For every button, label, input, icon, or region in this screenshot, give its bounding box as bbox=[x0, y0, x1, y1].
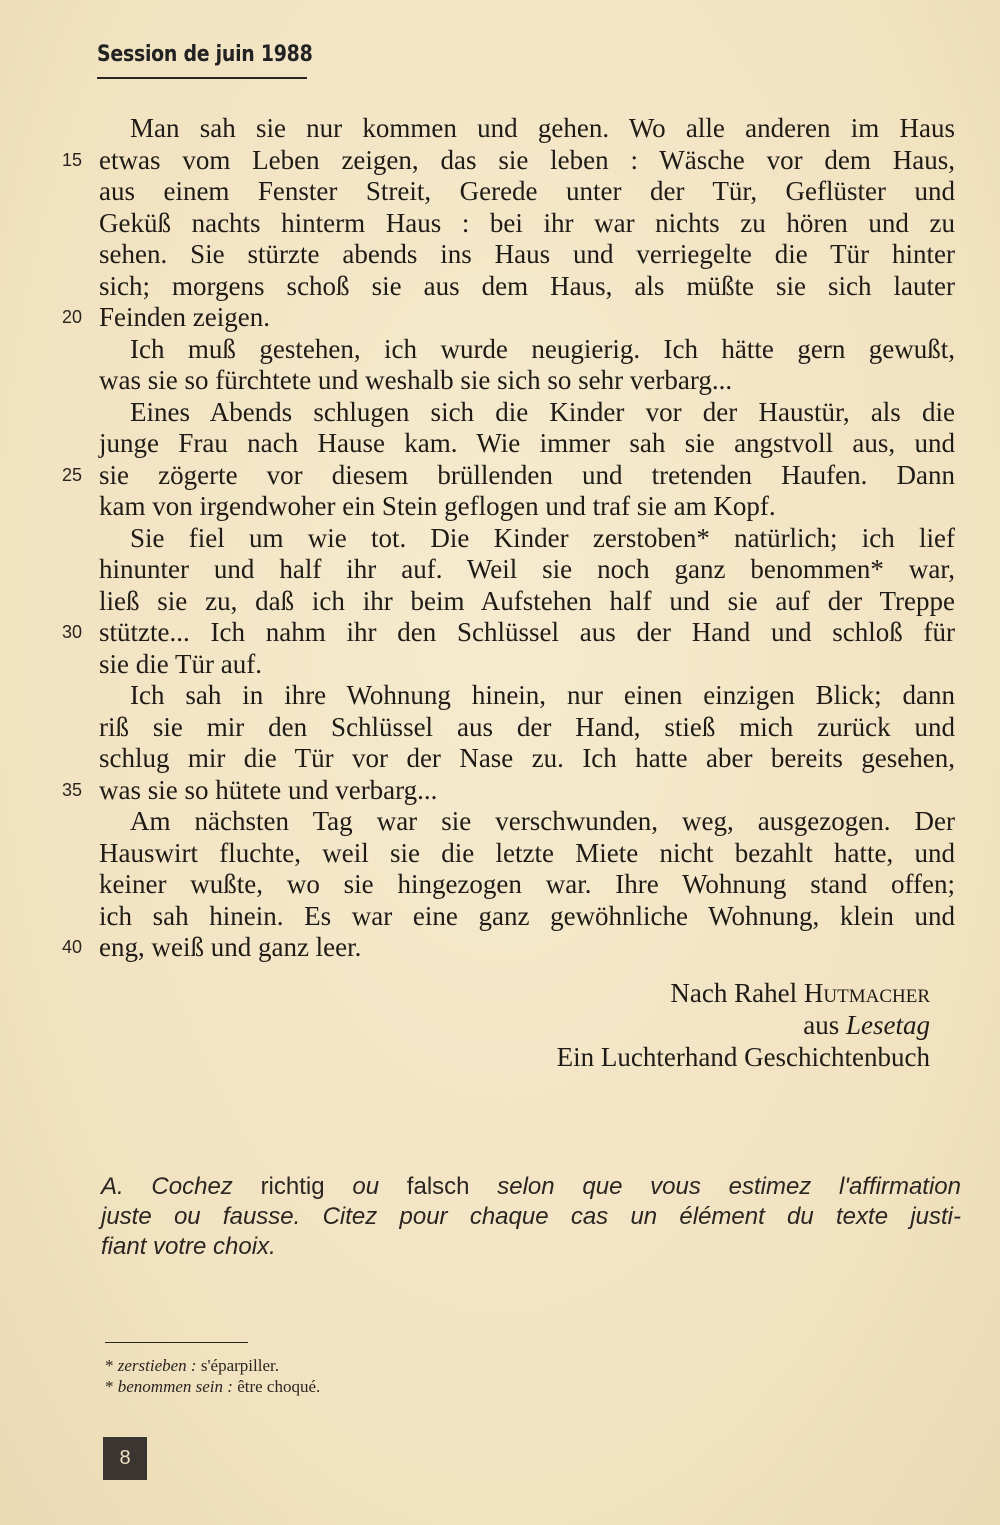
text-line: ließ sie zu, daß ich ihr beim Aufstehen half und sie auf der Treppe bbox=[99, 585, 955, 616]
line-number: 25 bbox=[62, 464, 83, 485]
author-name: Hutmacher bbox=[803, 978, 930, 1008]
text-line: Hauswirt fluchte, weil sie die letzte Miete nicht bezahlt hatte, und bbox=[99, 837, 955, 868]
text-line: sie die Tür auf. bbox=[99, 648, 262, 679]
text-line: aus einem Fenster Streit, Gerede unter der Tür, Geflüster und bbox=[99, 176, 955, 206]
question-line: A. Cochez richtig ou falsch selon que vous estimez l'affirmation bbox=[101, 1173, 962, 1200]
work-title: Lesetag bbox=[846, 1010, 930, 1040]
text-line: 40 eng, weiß und ganz leer. bbox=[62, 932, 362, 962]
text-line: Ich muß gestehen, ich wurde neugierig. Ich hätte gern gewußt, bbox=[130, 333, 955, 364]
page-header: Session de juin 1988 bbox=[97, 42, 313, 67]
text-line: 20 Feinden zeigen. bbox=[62, 302, 270, 332]
text-line: Am nächsten Tag war sie verschwunden, weg, ausgezogen. Der bbox=[130, 806, 955, 836]
line-number: 20 bbox=[62, 307, 83, 327]
text-line: hinunter und half ihr auf. Weil sie noch ganz benommen* war, bbox=[99, 554, 955, 584]
text-line: ich sah hinein. Es war eine ganz gewöhnliche Wohnung, klein und bbox=[99, 900, 955, 931]
text-line: riß sie mir den Schlüssel aus der Hand, stieß mich zurück und bbox=[99, 711, 955, 742]
text-line: schlug mir die Tür vor der Nase zu. Ich hatte aber bereits gesehen, bbox=[99, 743, 955, 773]
question-line: fiant votre choix. bbox=[101, 1233, 276, 1260]
line-number: 40 bbox=[62, 937, 83, 957]
footnote: * zerstieben : s'éparpiller. bbox=[105, 1356, 279, 1375]
line-number: 35 bbox=[62, 779, 83, 800]
text-line: Ich sah in ihre Wohnung hinein, nur einen einzigen Blick; dann bbox=[130, 680, 955, 710]
question-line: juste ou fausse. Citez pour chaque cas un élément du texte justi- bbox=[101, 1203, 961, 1230]
footnote-rule bbox=[105, 1342, 248, 1343]
text-line: junge Frau nach Hause kam. Wie immer sah sie angstvoll aus, und bbox=[99, 428, 955, 458]
text-line: 35 was sie so hütete und verbarg... bbox=[62, 774, 438, 805]
exercise-instruction bbox=[101, 1172, 961, 1262]
passage-text bbox=[62, 113, 955, 964]
text-line: 25 sie zögerte vor diesem brüllenden und tretenden Haufen. Dann bbox=[62, 459, 955, 490]
text-line: sehen. Sie stürzte abends ins Haus und verriegelte die Tür hinter bbox=[99, 239, 955, 269]
source-publisher: Ein Luchterhand Geschichtenbuch bbox=[556, 1042, 930, 1072]
text-line: 15 etwas vom Leben zeigen, das sie leben : Wäsche vor dem Haus, bbox=[62, 144, 955, 175]
text-line: 30 stützte... Ich nahm ihr den Schlüssel aus der Hand und schloß für bbox=[62, 617, 955, 647]
source-citation bbox=[557, 977, 930, 1073]
text-line: was sie so fürchtete und weshalb sie sich so sehr verbarg... bbox=[99, 365, 733, 395]
footnote: * benommen sein : être choqué. bbox=[105, 1377, 321, 1396]
header-rule bbox=[97, 77, 307, 79]
line-number: 30 bbox=[62, 622, 83, 642]
text-line: Eines Abends schlugen sich die Kinder vor der Haustür, als die bbox=[130, 396, 955, 427]
text-line: sich; morgens schoß sie aus dem Haus, als müßte sie sich lauter bbox=[99, 270, 955, 301]
text-line: Man sah sie nur kommen und gehen. Wo alle anderen im Haus bbox=[130, 113, 955, 143]
page-number: 8 bbox=[103, 1437, 147, 1480]
source-work-line: aus Lesetag bbox=[803, 1010, 930, 1040]
text-line: keiner wußte, wo sie hingezogen war. Ihre Wohnung stand offen; bbox=[99, 869, 955, 899]
text-line: kam von irgendwoher ein Stein geflogen und traf sie am Kopf. bbox=[99, 491, 776, 521]
source-author-line: Nach Rahel Hutmacher bbox=[670, 978, 930, 1008]
footnotes bbox=[105, 1355, 320, 1397]
text-line: Sie fiel um wie tot. Die Kinder zerstoben* natürlich; ich lief bbox=[130, 522, 955, 553]
line-number: 15 bbox=[62, 149, 83, 170]
text-line: Geküß nachts hinterm Haus : bei ihr war nichts zu hören und zu bbox=[99, 207, 955, 238]
